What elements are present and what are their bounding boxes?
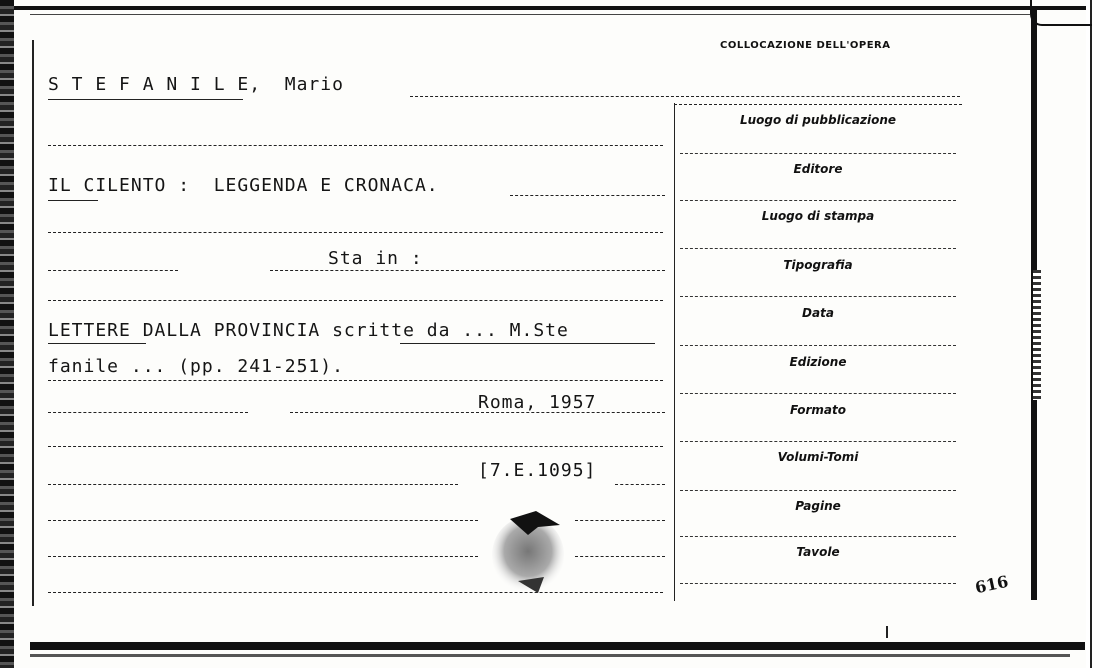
- row-rule-8b: [290, 412, 665, 413]
- row-rule-5a: [48, 270, 178, 271]
- field-formato: Formato: [789, 403, 846, 417]
- shelfmark: [7.E.1095]: [478, 460, 597, 481]
- field-volumi-tomi: Volumi-Tomi: [777, 450, 859, 464]
- source-underline-2: [400, 343, 655, 344]
- field-edizione: Edizione: [789, 355, 847, 369]
- field-line: [680, 393, 956, 394]
- field-tipografia: Tipografia: [783, 258, 853, 272]
- scan-edge-top-inner: [30, 14, 1030, 15]
- row-rule-12a: [48, 556, 478, 557]
- field-line: [680, 345, 956, 346]
- work-title: IL CILENTO : LEGGENDA E CRONACA.: [48, 175, 439, 196]
- field-line: [680, 536, 956, 537]
- field-line: [680, 441, 956, 442]
- source-line-2: fanile ... (pp. 241-251).: [48, 356, 344, 377]
- title-underline: [48, 200, 98, 201]
- scan-edge-dots: [1033, 270, 1041, 400]
- scan-tick-mark: [886, 626, 888, 638]
- field-line: [680, 583, 956, 584]
- row-rule-10a: [48, 484, 458, 485]
- field-data: Data: [802, 306, 834, 320]
- field-tavole: Tavole: [796, 545, 840, 559]
- scan-edge-bottom: [30, 642, 1085, 650]
- scan-edge-top: [14, 6, 1089, 10]
- row-rule-7: [48, 380, 663, 381]
- scan-edge-left: [0, 0, 14, 668]
- author-name: S T E F A N I L E, Mario: [48, 74, 344, 95]
- row-rule-5b: [270, 270, 665, 271]
- row-rule-12b: [575, 556, 665, 557]
- row-rule-10b: [615, 484, 665, 485]
- card-corner-curl: [1030, 0, 1092, 26]
- row-rule-4: [48, 232, 663, 233]
- row-rule-2: [48, 145, 663, 146]
- scan-edge-far-right: [1086, 0, 1099, 668]
- place-year: Roma, 1957: [478, 392, 597, 413]
- handwritten-note: 616: [973, 571, 1011, 598]
- source-line-1: LETTERE DALLA PROVINCIA scritte da ... M.Ste: [48, 320, 569, 341]
- field-line: [680, 153, 956, 154]
- row-rule-1: [410, 96, 960, 97]
- row-rule-11b: [575, 520, 665, 521]
- field-luogo-stampa: Luogo di stampa: [761, 209, 875, 223]
- collocation-topline: [674, 104, 962, 105]
- field-pagine: Pagine: [795, 499, 841, 513]
- row-rule-3: [510, 195, 665, 196]
- field-line: [680, 248, 956, 249]
- row-rule-6: [48, 300, 663, 301]
- row-rule-13: [48, 592, 663, 593]
- field-line: [680, 296, 956, 297]
- scan-edge-bottom-inner: [30, 654, 1070, 657]
- row-rule-11a: [48, 520, 478, 521]
- collocation-column: [674, 103, 963, 601]
- row-rule-8a: [48, 412, 248, 413]
- field-luogo-pubblicazione: Luogo di pubblicazione: [739, 113, 897, 127]
- collocation-header: COLLOCAZIONE DELL'OPERA: [720, 40, 891, 51]
- card-left-border: [32, 40, 34, 606]
- field-line: [680, 490, 956, 491]
- field-editore: Editore: [793, 162, 843, 176]
- row-rule-9: [48, 446, 663, 447]
- author-underline: [48, 99, 243, 100]
- source-underline: [48, 343, 146, 344]
- field-line: [680, 200, 956, 201]
- library-stamp-icon: [488, 505, 568, 595]
- sta-in-label: Sta in :: [328, 248, 423, 269]
